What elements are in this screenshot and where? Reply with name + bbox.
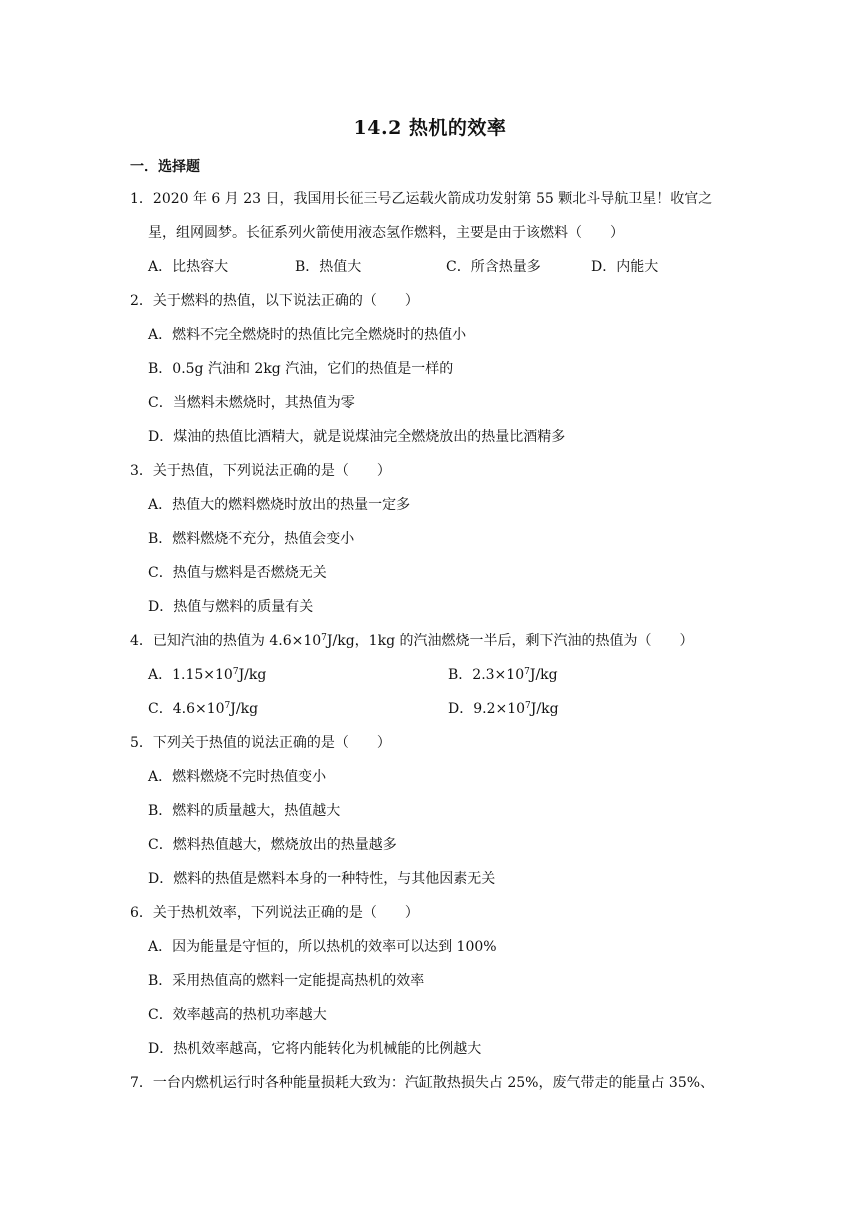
question-4-option-c bbox=[148, 700, 258, 718]
question-2-option-a: A．燃料不完全燃烧时的热值比完全燃烧时的热值小 bbox=[148, 327, 467, 343]
option-base: D．9.2×10 bbox=[448, 701, 526, 717]
question-4-stem bbox=[130, 632, 693, 650]
question-4-stem-part-a: 4．已知汽油的热值为 4.6×10 bbox=[130, 633, 322, 649]
option-exponent: 7 bbox=[524, 667, 530, 677]
option-unit: J/kg bbox=[230, 701, 259, 717]
question-2-option-c: C．当燃料未燃烧时，其热值为零 bbox=[148, 395, 355, 411]
section-heading: 一．选择题 bbox=[130, 159, 200, 175]
question-6-option-d: D．热机效率越高，它将内能转化为机械能的比例越大 bbox=[148, 1041, 482, 1057]
question-1-option-b: B．热值大 bbox=[295, 259, 362, 275]
question-3-stem: 3．关于热值，下列说法正确的是（ ） bbox=[130, 463, 391, 479]
question-4-stem-part-b: J/kg，1kg 的汽油燃烧一半后，剩下汽油的热值为（ ） bbox=[326, 633, 694, 649]
question-4-option-a bbox=[148, 666, 266, 684]
question-6-stem: 6．关于热机效率，下列说法正确的是（ ） bbox=[130, 905, 419, 921]
question-5-option-b: B．燃料的质量越大，热值越大 bbox=[148, 803, 341, 819]
option-exponent: 7 bbox=[525, 701, 531, 711]
option-base: B．2.3×10 bbox=[448, 667, 525, 683]
question-5-option-c: C．燃料热值越大，燃烧放出的热量越多 bbox=[148, 837, 397, 853]
question-2-stem: 2．关于燃料的热值，以下说法正确的（ ） bbox=[130, 293, 419, 309]
option-exponent: 7 bbox=[232, 667, 239, 677]
question-5-option-d: D．燃料的热值是燃料本身的一种特性，与其他因素无关 bbox=[148, 871, 496, 887]
question-3-option-a: A．热值大的燃料燃烧时放出的热量一定多 bbox=[148, 497, 411, 513]
question-5-stem: 5．下列关于热值的说法正确的是（ ） bbox=[130, 735, 391, 751]
option-exponent: 7 bbox=[224, 701, 231, 711]
question-4-option-b bbox=[448, 666, 558, 684]
question-1-stem-line-1: 1．2020 年 6 月 23 日，我国用长征三号乙运载火箭成功发射第 55 颗北斗导航卫星！收官之 bbox=[130, 191, 713, 207]
question-6-option-c: C．效率越高的热机功率越大 bbox=[148, 1007, 327, 1023]
question-2-option-b: B．0.5g 汽油和 2kg 汽油，它们的热值是一样的 bbox=[148, 361, 454, 377]
question-5-option-a: A．燃料燃烧不完时热值变小 bbox=[148, 769, 327, 785]
question-1-option-c: C．所含热量多 bbox=[446, 259, 541, 275]
option-base: A．1.15×10 bbox=[148, 667, 233, 683]
option-unit: J/kg bbox=[530, 701, 559, 717]
option-unit: J/kg bbox=[529, 667, 558, 683]
question-2-option-d: D．煤油的热值比酒精大，就是说煤油完全燃烧放出的热量比酒精多 bbox=[148, 429, 566, 445]
question-7-stem: 7．一台内燃机运行时各种能量损耗大致为：汽缸散热损失占 25%，废气带走的能量占 35%、 bbox=[130, 1075, 715, 1091]
question-3-option-d: D．热值与燃料的质量有关 bbox=[148, 599, 314, 615]
question-6-option-b: B．采用热值高的燃料一定能提高热机的效率 bbox=[148, 973, 425, 989]
question-3-option-b: B．燃料燃烧不充分，热值会变小 bbox=[148, 531, 355, 547]
option-base: C．4.6×10 bbox=[148, 701, 225, 717]
question-6-option-a: A．因为能量是守恒的，所以热机的效率可以达到 100% bbox=[148, 939, 497, 955]
question-4-option-d bbox=[448, 700, 559, 718]
question-1-stem-line-2: 星，组网圆梦。长征系列火箭使用液态氢作燃料，主要是由于该燃料（ ） bbox=[148, 225, 624, 241]
question-4-stem-exponent: 7 bbox=[321, 633, 327, 643]
page-title: 14.2 热机的效率 bbox=[353, 117, 507, 139]
question-1-option-a: A．比热容大 bbox=[148, 259, 229, 275]
question-3-option-c: C．热值与燃料是否燃烧无关 bbox=[148, 565, 327, 581]
option-unit: J/kg bbox=[238, 667, 267, 683]
question-1-option-d: D．内能大 bbox=[591, 259, 659, 275]
